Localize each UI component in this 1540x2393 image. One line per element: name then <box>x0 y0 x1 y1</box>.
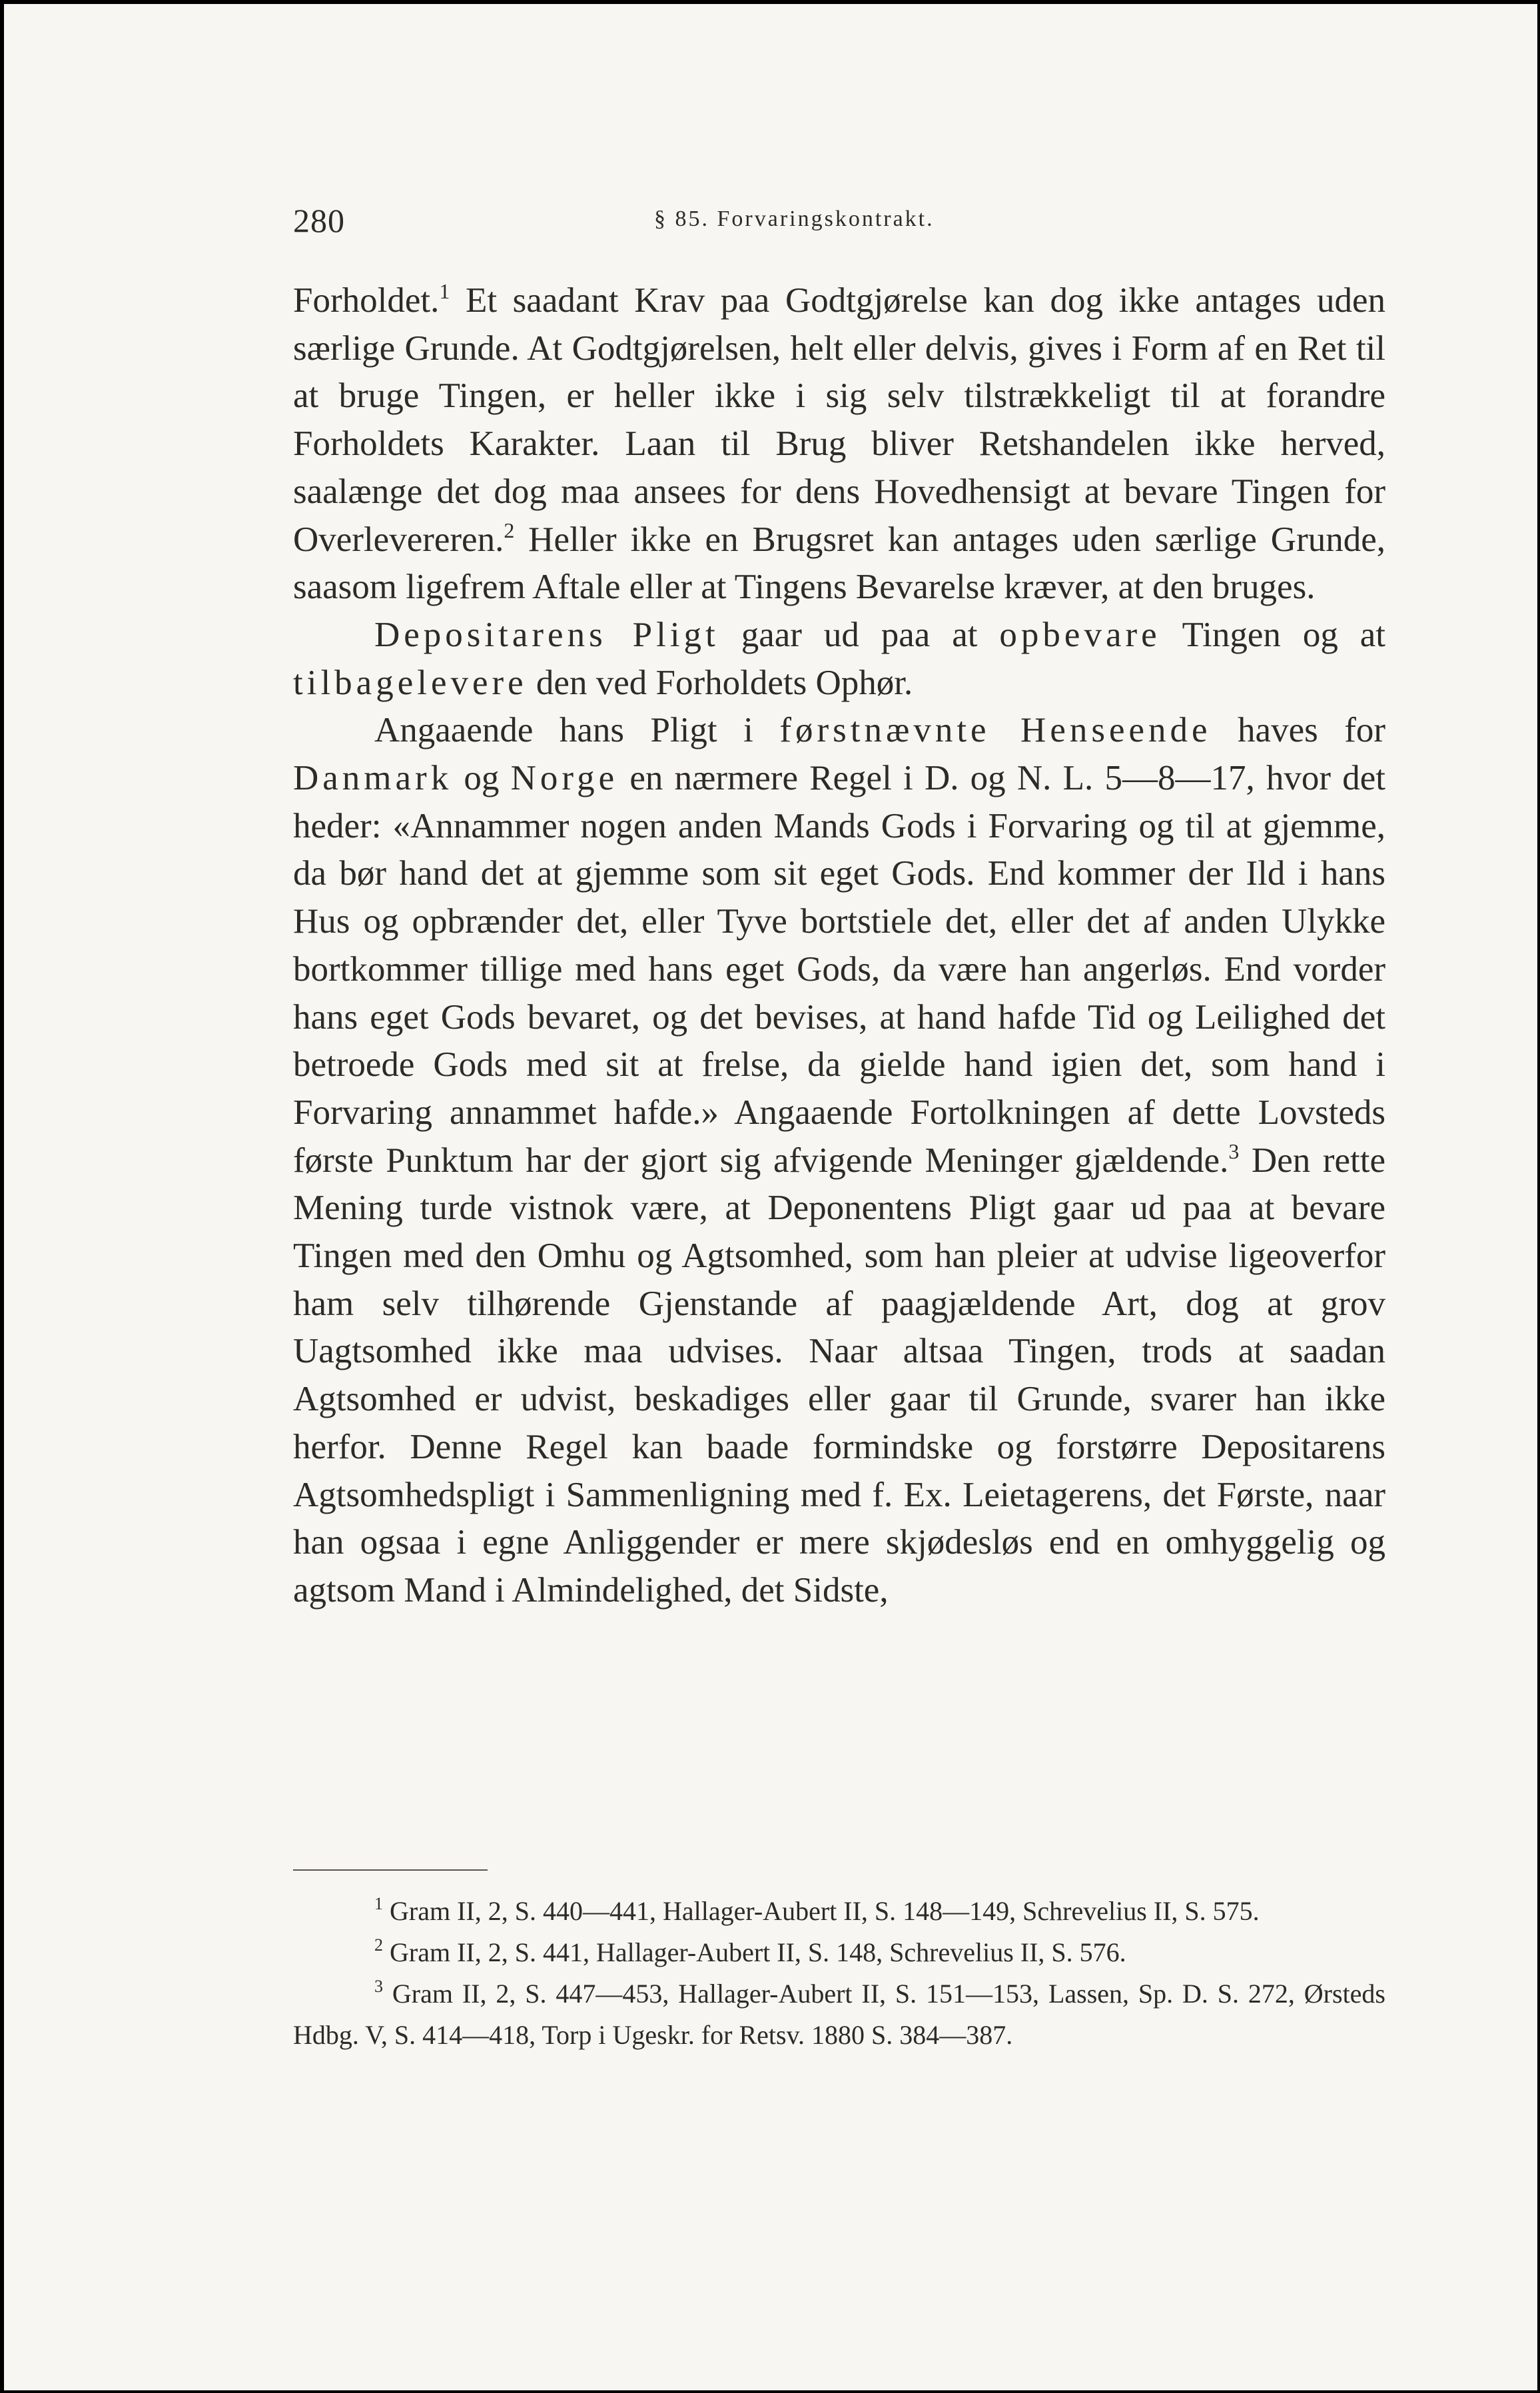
emphasis-text: Depositarens Pligt <box>374 615 719 654</box>
text-run: Et saadant Krav paa Godtgjørelse kan dog ikke antages uden særlige Grunde. At Godtgjørelsen, helt eller delvis, gives i Form af en Ret til at bruge Tingen, er heller ikke i sig selv tilstrækkeligt til at forandre Forholdets Karakter. Laan til Brug bliver Retshandelen ikke herved, saalænge det dog maa ansees for dens Hovedhensigt at bevare Tingen for Overlevereren. <box>293 281 1385 559</box>
emphasis-text: førstnævnte Henseende <box>779 711 1212 750</box>
paragraph-2 <box>293 612 1385 707</box>
footnote-text: Gram II, 2, S. 441, Hallager-Aubert II, S. 148, Schrevelius II, S. 576. <box>383 1937 1126 1967</box>
emphasis-text: tilbagelevere <box>293 663 528 702</box>
text-run: Angaaende hans Pligt i <box>374 711 780 750</box>
text-run: haves for <box>1211 711 1385 750</box>
emphasis-text: Norge <box>510 759 619 798</box>
page-number: 280 <box>293 202 345 239</box>
text-run: Tingen og at <box>1160 615 1385 654</box>
footnote-text: Gram II, 2, S. 447—453, Hallager-Aubert II, S. 151—153, Lassen, Sp. D. S. 272, Ørsteds Hdbg. V, S. 414—418, Torp i Ugeskr. for Retsv. 1880 S. 384—387. <box>293 1979 1385 2050</box>
text-run: og <box>452 759 511 798</box>
emphasis-text: opbevare <box>999 615 1161 654</box>
footnote-ref-2: 2 <box>504 518 515 542</box>
footnote-text: Gram II, 2, S. 440—441, Hallager-Aubert II, S. 148—149, Schrevelius II, S. 575. <box>383 1896 1260 1926</box>
paragraph-1 <box>293 277 1385 612</box>
footnote-mark: 2 <box>374 1935 383 1955</box>
page-header <box>293 201 1385 241</box>
footnotes <box>293 1891 1385 2056</box>
footnote-2 <box>293 1932 1385 1973</box>
text-run: gaar ud paa at <box>719 615 1000 654</box>
text-run: den ved Forholdets Ophør. <box>527 663 913 702</box>
footnote-mark: 1 <box>374 1894 383 1913</box>
body-text <box>293 277 1385 1615</box>
text-run: en nærmere Regel i D. og N. L. 5—8—17, hvor det heder: «Annammer nogen anden Mands Gods i Forvaring og til at gjemme, da bør hand det at gjemme som sit eget Gods. End kommer der Ild i hans Hus og opbrænder det, eller Tyve bortstiele det, eller det af anden Ulykke bortkommer tillige med hans eget Gods, da være han angerløs. End vorder hans eget Gods bevaret, og det bevises, at hand hafde Tid og Leilighed det betroede Gods med sit at frelse, da gielde hand igien det, som hand i Forvaring annammet hafde.» Angaaende Fortolkningen af dette Lovsteds første Punktum har der gjort sig afvigende Meninger gjældende. <box>293 759 1386 1180</box>
emphasis-text: Danmark <box>293 759 453 798</box>
footnote-ref-3: 3 <box>1228 1139 1240 1163</box>
footnote-mark: 3 <box>374 1977 383 1996</box>
book-page <box>4 4 1537 2390</box>
footnote-1 <box>293 1891 1385 1932</box>
paragraph-3 <box>293 707 1385 1614</box>
text-run: Forholdet. <box>293 281 440 320</box>
text-run: Heller ikke en Brugsret kan antages uden særlige Grunde, saasom ligefrem Aftale eller at Tingens Bevarelse kræver, at den bruges. <box>293 520 1385 607</box>
footnote-ref-1: 1 <box>439 279 450 303</box>
text-run: Den rette Mening turde vistnok være, at Deponentens Pligt gaar ud paa at bevare Tingen med den Omhu og Agtsomhed, som han pleier at udvise ligeoverfor ham selv tilhørende Gjenstande af paagjældende Art, dog at grov Uagtsomhed ikke maa udvises. Naar altsaa Tingen, trods at saadan Agtsomhed er udvist, beskadiges eller gaar til Grunde, svarer han ikke herfor. Denne Regel kan baade formindske og forstørre Depositarens Agtsomhedspligt i Sammenligning med f. Ex. Leietagerens, det Første, naar han ogsaa i egne Anliggender er mere skjødesløs end en omhyggelig og agtsom Mand i Almindelighed, det Sidste, <box>293 1141 1385 1610</box>
running-head: § 85. Forvaringskontrakt. <box>654 207 935 231</box>
footnote-3 <box>293 1973 1385 2056</box>
footnote-divider <box>293 1869 488 1871</box>
